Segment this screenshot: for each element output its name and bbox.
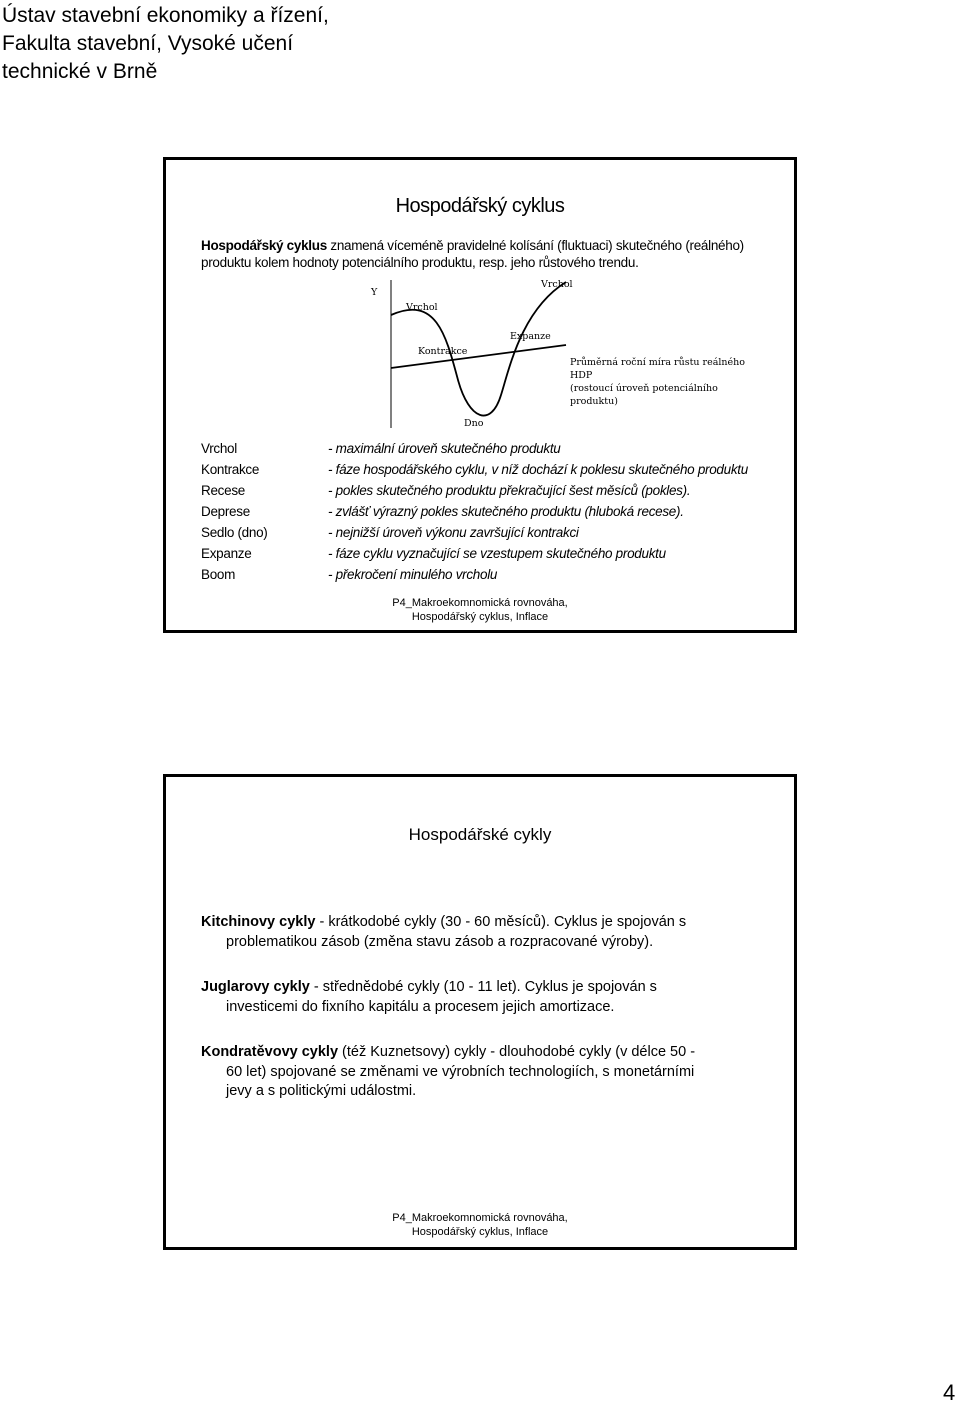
phase-name: Recese — [201, 483, 245, 498]
phase-name: Expanze — [201, 546, 252, 561]
slide-footer — [166, 596, 794, 624]
phase-name: Boom — [201, 567, 236, 582]
phase-description: - maximální úroveň skutečného produktu — [328, 441, 561, 456]
cycle-type-text: - střednědobé cykly (10 - 11 let). Cyklus je spojován s — [309, 979, 657, 995]
definition-term: Hospodářský cyklus — [201, 238, 327, 253]
label-dno: Dno — [464, 418, 484, 429]
cycle-type-item — [201, 978, 761, 1017]
phase-row — [201, 483, 791, 504]
cycle-type-item — [201, 913, 761, 952]
footer-line-1: P4_Makroekomnomická rovnováha, — [392, 1212, 568, 1224]
footer-line-1: P4_Makroekomnomická rovnováha, — [392, 597, 568, 609]
cycle-type-text-line-2: problematikou zásob (změna stavu zásob a rozpracované výroby). — [226, 933, 654, 950]
header-line-3: technické v Brně — [2, 60, 158, 83]
cycle-type-term: Kondratěvovy cykly — [201, 1044, 339, 1060]
slide-footer — [166, 1211, 794, 1239]
page-number: 4 — [943, 1380, 956, 1405]
label-vrchol-top: Vrchol — [541, 279, 573, 290]
phase-description: - pokles skutečného produktu překračující šest měsíců (pokles). — [328, 483, 691, 498]
label-trend-4: produktu) — [570, 396, 618, 407]
label-trend-1: Průměrná roční míra růstu reálného — [570, 357, 745, 368]
phase-row — [201, 546, 791, 567]
footer-line-2: Hospodářský cyklus, Inflace — [411, 1226, 549, 1238]
cycle-type-text: (též Kuznetsovy) cykly - dlouhodobé cykly (v délce 50 - — [338, 1044, 696, 1060]
cycle-type-term: Juglarovy cykly — [201, 979, 310, 995]
footer-line-2: Hospodářský cyklus, Inflace — [411, 611, 549, 623]
label-trend-2: HDP — [570, 370, 593, 381]
slide-title: Hospodářský cyklus — [395, 195, 565, 217]
phase-row — [201, 504, 791, 525]
phase-name: Sedlo (dno) — [201, 525, 268, 540]
definition-line-2: produktu kolem hodnoty potenciálního produktu, resp. jeho růstového trendu. — [201, 255, 639, 270]
business-cycle-diagram — [351, 270, 751, 435]
header-line-2: Fakulta stavební, Vysoké učení — [2, 32, 294, 55]
slide-hospodarsky-cyklus — [163, 157, 797, 633]
phase-description: - překročení minulého vrcholu — [328, 567, 498, 582]
cycle-type-item — [201, 1043, 761, 1102]
cycle-type-term: Kitchinovy cykly — [201, 914, 316, 930]
cycle-phases-list — [201, 441, 791, 588]
y-axis-label: Y — [371, 287, 378, 298]
phase-description: - fáze cyklu vyznačující se vzestupem skutečného produktu — [328, 546, 666, 561]
phase-description: - fáze hospodářského cyklu, v níž dochází k poklesu skutečného produktu — [328, 462, 748, 477]
label-kontrakce: Kontrakce — [418, 346, 468, 357]
label-expanze: Expanze — [510, 331, 551, 342]
phase-row — [201, 441, 791, 462]
page-header — [2, 2, 329, 86]
phase-row — [201, 525, 791, 546]
cycle-type-text-line-2: 60 let) spojované se změnami ve výrobních technologiích, s monetárními — [226, 1063, 695, 1080]
phase-description: - zvlášť výrazný pokles skutečného produktu (hluboká recese). — [328, 504, 684, 519]
phase-row — [201, 462, 791, 483]
header-line-1: Ústav stavební ekonomiky a řízení, — [2, 4, 329, 27]
cycle-type-text: - krátkodobé cykly (30 - 60 měsíců). Cyklus je spojován s — [315, 914, 687, 930]
phase-name: Vrchol — [201, 441, 237, 456]
phase-description: - nejnižší úroveň výkonu završující kontrakci — [328, 525, 579, 540]
definition-text: znamená víceméně pravidelné kolísání (fluktuaci) skutečného (reálného) — [326, 238, 744, 253]
phase-row — [201, 567, 791, 588]
cycle-type-text-line-3: jevy a s politickými událostmi. — [226, 1083, 417, 1099]
phase-name: Kontrakce — [201, 462, 260, 477]
slide-hospodarske-cykly — [163, 774, 797, 1250]
cycle-definition — [201, 237, 776, 271]
cycle-type-text-line-2: investicemi do fixního kapitálu a procesem jejich amortizace. — [226, 998, 615, 1015]
label-trend-3: (rostoucí úroveň potenciálního — [570, 383, 718, 394]
label-vrchol-left: Vrchol — [406, 302, 438, 313]
slide-title: Hospodářské cykly — [408, 825, 552, 844]
phase-name: Deprese — [201, 504, 250, 519]
